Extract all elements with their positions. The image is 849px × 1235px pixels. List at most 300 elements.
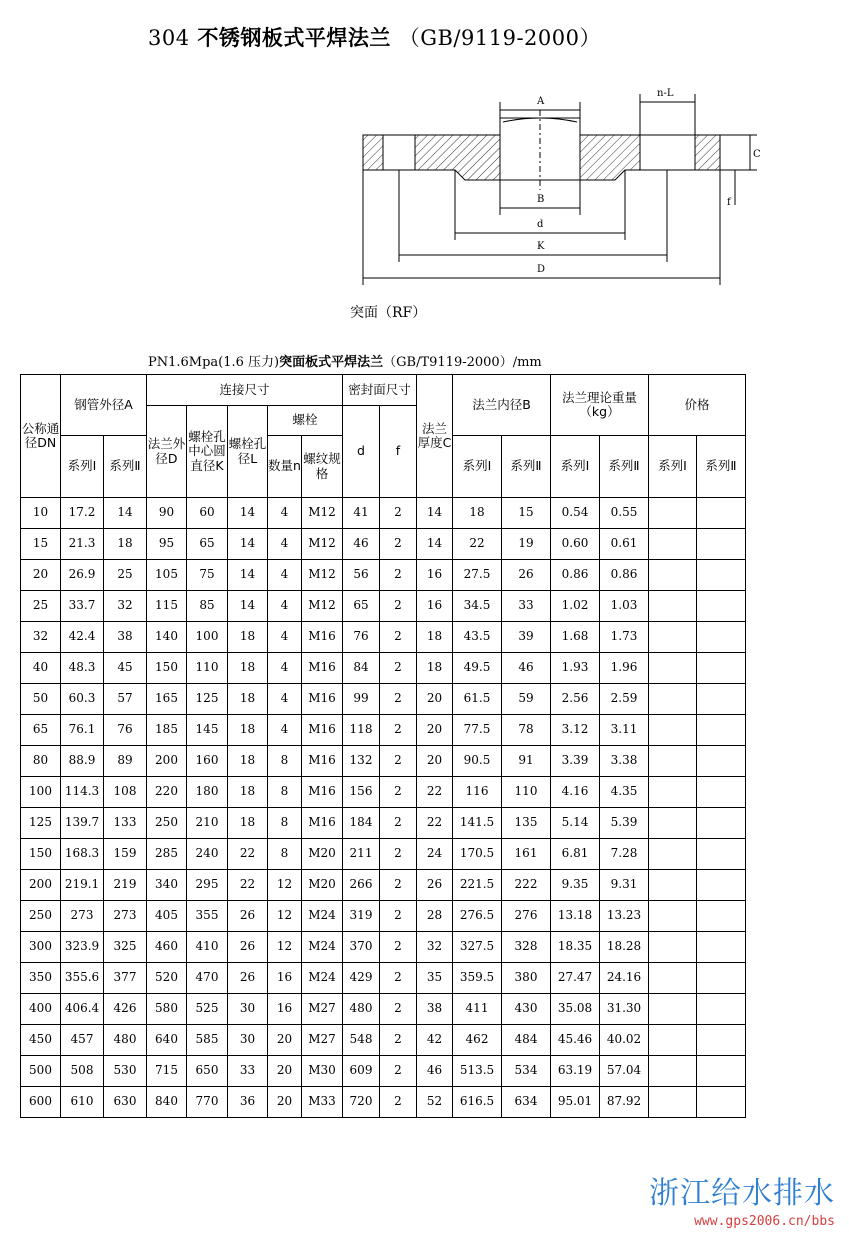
table-cell: 125 <box>187 684 228 715</box>
table-cell: 5.39 <box>600 808 649 839</box>
table-subtitle <box>148 351 542 370</box>
table-cell: 22 <box>417 808 453 839</box>
table-cell: 210 <box>187 808 228 839</box>
table-cell: 100 <box>21 777 61 808</box>
table-cell: 76 <box>343 622 380 653</box>
header-pipe-od: 钢管外径A <box>61 375 147 436</box>
table-cell: 616.5 <box>453 1087 502 1118</box>
watermark <box>649 1168 835 1229</box>
table-cell: 430 <box>502 994 551 1025</box>
table-cell: 1.03 <box>600 591 649 622</box>
table-cell: 276.5 <box>453 901 502 932</box>
table-cell <box>649 839 697 870</box>
table-cell: 63.19 <box>551 1056 600 1087</box>
table-cell: 20 <box>268 1056 302 1087</box>
table-cell: 380 <box>502 963 551 994</box>
table-cell: 24.16 <box>600 963 649 994</box>
table-cell: 520 <box>147 963 187 994</box>
table-cell: 4 <box>268 498 302 529</box>
table-cell: 457 <box>61 1025 104 1056</box>
table-cell: M24 <box>302 963 343 994</box>
label-c: C <box>753 149 761 160</box>
table-cell <box>697 498 746 529</box>
table-cell: 22 <box>228 870 268 901</box>
header-f: f <box>380 406 417 498</box>
table-cell: 359.5 <box>453 963 502 994</box>
table-cell: M30 <box>302 1056 343 1087</box>
table-cell: 319 <box>343 901 380 932</box>
table-cell: 105 <box>147 560 187 591</box>
table-cell: 634 <box>502 1087 551 1118</box>
table-cell: 5.14 <box>551 808 600 839</box>
table-cell: 240 <box>187 839 228 870</box>
table-cell: M12 <box>302 529 343 560</box>
table-cell: 184 <box>343 808 380 839</box>
table-cell: 30 <box>228 994 268 1025</box>
table-cell: 108 <box>104 777 147 808</box>
table-cell: 18.35 <box>551 932 600 963</box>
table-cell: M16 <box>302 653 343 684</box>
table-cell: 33 <box>502 591 551 622</box>
table-cell: M12 <box>302 591 343 622</box>
table-cell <box>697 1087 746 1118</box>
table-row <box>21 529 746 560</box>
header-bolt-hole: 螺栓孔径L <box>228 406 268 498</box>
flange-spec-table <box>20 374 746 1118</box>
table-cell <box>649 1025 697 1056</box>
table-cell: 10 <box>21 498 61 529</box>
table-cell: M27 <box>302 1025 343 1056</box>
table-cell: 500 <box>21 1056 61 1087</box>
table-cell: 715 <box>147 1056 187 1087</box>
subtitle-pressure: PN1.6Mpa(1.6 压力) <box>148 355 280 370</box>
table-cell <box>649 808 697 839</box>
table-cell <box>649 591 697 622</box>
table-cell: 118 <box>343 715 380 746</box>
table-cell: 18 <box>228 622 268 653</box>
table-cell: 27.47 <box>551 963 600 994</box>
right-flange-hatch <box>695 135 720 170</box>
table-cell: 20 <box>268 1025 302 1056</box>
table-cell <box>649 560 697 591</box>
table-cell: 19 <box>502 529 551 560</box>
table-cell: 411 <box>453 994 502 1025</box>
table-cell: 16 <box>417 560 453 591</box>
subtitle-type: 突面板式平焊法兰 <box>279 355 384 370</box>
label-f: f <box>727 197 731 208</box>
table-cell: 7.28 <box>600 839 649 870</box>
table-cell: M20 <box>302 870 343 901</box>
table-cell: 405 <box>147 901 187 932</box>
table-cell: M16 <box>302 808 343 839</box>
table-cell: 14 <box>228 529 268 560</box>
table-cell: 426 <box>104 994 147 1025</box>
table-cell: 13.23 <box>600 901 649 932</box>
table-cell: 2 <box>380 529 417 560</box>
table-cell: 32 <box>417 932 453 963</box>
flange-cross-section-drawing <box>355 80 775 295</box>
table-cell: 45.46 <box>551 1025 600 1056</box>
table-cell: 26 <box>417 870 453 901</box>
header-pipe-series2: 系列Ⅱ <box>104 436 147 498</box>
table-cell <box>697 653 746 684</box>
table-cell: 40.02 <box>600 1025 649 1056</box>
table-cell: 720 <box>343 1087 380 1118</box>
table-cell: 285 <box>147 839 187 870</box>
header-dn: 公称通径DN <box>21 375 61 498</box>
label-D: D <box>537 264 546 275</box>
table-cell: 41 <box>343 498 380 529</box>
table-cell: 60 <box>187 498 228 529</box>
table-cell: 57.04 <box>600 1056 649 1087</box>
table-cell: 91 <box>502 746 551 777</box>
table-cell: 39 <box>502 622 551 653</box>
table-cell: 135 <box>502 808 551 839</box>
table-row <box>21 932 746 963</box>
table-cell: 38 <box>104 622 147 653</box>
table-cell <box>649 622 697 653</box>
table-cell: 0.61 <box>600 529 649 560</box>
table-cell <box>649 901 697 932</box>
table-cell: 2 <box>380 1056 417 1087</box>
table-cell: 141.5 <box>453 808 502 839</box>
table-cell: 8 <box>268 839 302 870</box>
table-cell: 2 <box>380 498 417 529</box>
table-cell: 170.5 <box>453 839 502 870</box>
table-cell: 20 <box>268 1087 302 1118</box>
table-cell: 328 <box>502 932 551 963</box>
table-cell: M16 <box>302 777 343 808</box>
table-row <box>21 808 746 839</box>
table-cell: 609 <box>343 1056 380 1087</box>
header-price-series1: 系列Ⅰ <box>649 436 697 498</box>
table-cell: 22 <box>453 529 502 560</box>
table-cell: 450 <box>21 1025 61 1056</box>
table-cell: 580 <box>147 994 187 1025</box>
table-cell: 410 <box>187 932 228 963</box>
table-cell: 2 <box>380 746 417 777</box>
table-cell: 30 <box>228 1025 268 1056</box>
table-cell: 46 <box>502 653 551 684</box>
table-cell: 325 <box>104 932 147 963</box>
table-cell: M33 <box>302 1087 343 1118</box>
table-cell <box>697 901 746 932</box>
header-inner: 法兰内径B <box>453 375 551 436</box>
table-cell: 80 <box>21 746 61 777</box>
table-cell: 25 <box>104 560 147 591</box>
header-pipe-series1: 系列Ⅰ <box>61 436 104 498</box>
table-cell: 484 <box>502 1025 551 1056</box>
table-cell: 4 <box>268 560 302 591</box>
table-cell: 2 <box>380 839 417 870</box>
table-cell: 75 <box>187 560 228 591</box>
table-cell: M16 <box>302 684 343 715</box>
table-cell <box>697 932 746 963</box>
table-cell: 84 <box>343 653 380 684</box>
table-cell: 36 <box>228 1087 268 1118</box>
table-row <box>21 746 746 777</box>
table-cell: 3.38 <box>600 746 649 777</box>
table-cell: 327.5 <box>453 932 502 963</box>
table-cell <box>697 963 746 994</box>
table-row <box>21 715 746 746</box>
table-cell: 165 <box>147 684 187 715</box>
table-cell: 133 <box>104 808 147 839</box>
table-cell: 250 <box>147 808 187 839</box>
watermark-name: 浙江给水排水 <box>649 1176 835 1211</box>
table-cell: 9.31 <box>600 870 649 901</box>
header-price: 价格 <box>649 375 746 436</box>
table-cell: 14 <box>104 498 147 529</box>
table-cell: 18 <box>417 622 453 653</box>
table-cell: 2.59 <box>600 684 649 715</box>
table-row <box>21 994 746 1025</box>
table-cell: 16 <box>268 994 302 1025</box>
table-cell: 26 <box>502 560 551 591</box>
table-cell: 42.4 <box>61 622 104 653</box>
table-row <box>21 839 746 870</box>
table-cell: 150 <box>21 839 61 870</box>
header-flange-od: 法兰外径D <box>147 406 187 498</box>
table-cell: 2 <box>380 560 417 591</box>
table-cell: 27.5 <box>453 560 502 591</box>
table-cell: 12 <box>268 901 302 932</box>
table-cell: 585 <box>187 1025 228 1056</box>
table-cell: 340 <box>147 870 187 901</box>
table-cell: 61.5 <box>453 684 502 715</box>
table-cell: 2 <box>380 963 417 994</box>
table-cell: 200 <box>147 746 187 777</box>
table-cell: 18 <box>228 808 268 839</box>
table-cell: 4.35 <box>600 777 649 808</box>
table-cell <box>697 870 746 901</box>
table-cell: 508 <box>61 1056 104 1087</box>
table-cell: 65 <box>187 529 228 560</box>
table-row <box>21 1087 746 1118</box>
table-cell: 2 <box>380 994 417 1025</box>
table-cell: 33 <box>228 1056 268 1087</box>
table-cell: 26 <box>228 901 268 932</box>
table-cell <box>697 746 746 777</box>
table-cell: 76 <box>104 715 147 746</box>
table-cell: 99 <box>343 684 380 715</box>
table-cell: 50 <box>21 684 61 715</box>
table-cell: 8 <box>268 808 302 839</box>
table-cell <box>697 808 746 839</box>
table-cell: 462 <box>453 1025 502 1056</box>
table-cell: 513.5 <box>453 1056 502 1087</box>
table-cell: 355 <box>187 901 228 932</box>
table-cell: 2 <box>380 870 417 901</box>
table-cell: 15 <box>502 498 551 529</box>
table-cell: M12 <box>302 498 343 529</box>
table-cell: 18 <box>228 777 268 808</box>
table-cell <box>649 746 697 777</box>
table-cell: 46 <box>417 1056 453 1087</box>
table-cell <box>697 622 746 653</box>
table-cell: 2 <box>380 901 417 932</box>
table-cell: 3.39 <box>551 746 600 777</box>
table-cell: 460 <box>147 932 187 963</box>
table-cell: 18 <box>228 653 268 684</box>
table-cell: 200 <box>21 870 61 901</box>
table-cell: 406.4 <box>61 994 104 1025</box>
table-cell: 52 <box>417 1087 453 1118</box>
table-header <box>21 375 746 498</box>
table-cell: 1.02 <box>551 591 600 622</box>
table-cell: 18 <box>453 498 502 529</box>
table-cell: 168.3 <box>61 839 104 870</box>
table-cell: 24 <box>417 839 453 870</box>
table-row <box>21 870 746 901</box>
table-cell: 220 <box>147 777 187 808</box>
table-cell: 480 <box>104 1025 147 1056</box>
drawing-caption: 突面（RF） <box>350 305 427 321</box>
table-cell: 1.68 <box>551 622 600 653</box>
header-weight: 法兰理论重量（kg） <box>551 375 649 436</box>
table-cell: 1.73 <box>600 622 649 653</box>
table-cell: 25 <box>21 591 61 622</box>
label-a: A <box>537 96 545 107</box>
table-cell: 14 <box>417 498 453 529</box>
table-row <box>21 963 746 994</box>
header-qty: 数量n <box>268 436 302 498</box>
table-cell: 57 <box>104 684 147 715</box>
table-cell: M24 <box>302 901 343 932</box>
table-cell: 323.9 <box>61 932 104 963</box>
watermark-url: www.gps2006.cn/bbs <box>694 1214 835 1229</box>
table-row <box>21 777 746 808</box>
table-cell: 32 <box>21 622 61 653</box>
table-cell: 18 <box>228 746 268 777</box>
table-cell: 2 <box>380 622 417 653</box>
table-cell: 0.55 <box>600 498 649 529</box>
table-cell: 38 <box>417 994 453 1025</box>
table-cell: 2 <box>380 1025 417 1056</box>
header-inner-series2: 系列Ⅱ <box>502 436 551 498</box>
header-bolt-circle: 螺栓孔中心圆直径K <box>187 406 228 498</box>
table-cell: 21.3 <box>61 529 104 560</box>
table-row <box>21 653 746 684</box>
table-cell: 470 <box>187 963 228 994</box>
table-cell: 525 <box>187 994 228 1025</box>
table-cell: M24 <box>302 932 343 963</box>
table-row <box>21 498 746 529</box>
table-cell: 139.7 <box>61 808 104 839</box>
table-cell: 429 <box>343 963 380 994</box>
table-cell <box>697 560 746 591</box>
table-row <box>21 1025 746 1056</box>
table-cell: 20 <box>417 684 453 715</box>
table-cell: M16 <box>302 715 343 746</box>
table-cell: 2 <box>380 1087 417 1118</box>
header-thickness: 法兰厚度C <box>417 375 453 498</box>
header-bolt: 螺栓 <box>268 406 343 436</box>
subtitle-standard: （GB/T9119-2000）/mm <box>383 355 542 370</box>
table-cell <box>649 932 697 963</box>
table-cell: 480 <box>343 994 380 1025</box>
table-cell: 110 <box>502 777 551 808</box>
table-cell: 221.5 <box>453 870 502 901</box>
table-cell: 370 <box>343 932 380 963</box>
header-connection: 连接尺寸 <box>147 375 343 406</box>
table-cell: 95.01 <box>551 1087 600 1118</box>
table-cell: 110 <box>187 653 228 684</box>
table-cell: 14 <box>417 529 453 560</box>
table-cell: 45 <box>104 653 147 684</box>
table-cell: 85 <box>187 591 228 622</box>
table-cell: 0.60 <box>551 529 600 560</box>
table-cell <box>697 684 746 715</box>
table-cell: 26 <box>228 963 268 994</box>
table-cell: 185 <box>147 715 187 746</box>
table-cell: 2 <box>380 684 417 715</box>
table-cell: 650 <box>187 1056 228 1087</box>
table-cell: 300 <box>21 932 61 963</box>
table-cell: 22 <box>417 777 453 808</box>
table-cell: 18 <box>228 684 268 715</box>
table-cell: 0.54 <box>551 498 600 529</box>
title-text: 不锈钢板式平焊法兰 <box>197 26 391 50</box>
table-cell <box>697 994 746 1025</box>
table-cell: 219.1 <box>61 870 104 901</box>
table-cell <box>649 653 697 684</box>
table-cell <box>697 839 746 870</box>
table-cell: 18 <box>417 653 453 684</box>
table-cell: 43.5 <box>453 622 502 653</box>
table-cell: 40 <box>21 653 61 684</box>
table-cell: 180 <box>187 777 228 808</box>
table-cell: 276 <box>502 901 551 932</box>
table-cell: 17.2 <box>61 498 104 529</box>
table-cell: 2 <box>380 653 417 684</box>
table-cell <box>697 777 746 808</box>
table-cell: 8 <box>268 777 302 808</box>
table-cell: 95 <box>147 529 187 560</box>
header-weight-series1: 系列Ⅰ <box>551 436 600 498</box>
table-cell <box>649 1087 697 1118</box>
table-cell: 273 <box>104 901 147 932</box>
table-cell: 840 <box>147 1087 187 1118</box>
label-k: K <box>537 241 545 252</box>
table-cell <box>697 1025 746 1056</box>
table-cell: 13.18 <box>551 901 600 932</box>
table-cell: 610 <box>61 1087 104 1118</box>
table-cell: 4 <box>268 591 302 622</box>
table-cell: 2 <box>380 808 417 839</box>
table-cell: M12 <box>302 560 343 591</box>
table-cell <box>697 591 746 622</box>
table-cell: 0.86 <box>600 560 649 591</box>
left-flange-hatch <box>363 135 383 170</box>
table-cell: 2 <box>380 777 417 808</box>
table-cell: 65 <box>21 715 61 746</box>
table-cell <box>649 1056 697 1087</box>
table-cell <box>649 963 697 994</box>
table-cell: 132 <box>343 746 380 777</box>
table-cell: 26.9 <box>61 560 104 591</box>
table-cell: 4 <box>268 622 302 653</box>
table-cell: 14 <box>228 498 268 529</box>
table-cell: 12 <box>268 870 302 901</box>
right-bolt-hole <box>640 135 695 170</box>
table-cell: 1.93 <box>551 653 600 684</box>
table-cell: 14 <box>228 591 268 622</box>
table-cell: 2 <box>380 591 417 622</box>
table-cell: 26 <box>228 932 268 963</box>
table-cell: 250 <box>21 901 61 932</box>
table-cell: 35.08 <box>551 994 600 1025</box>
